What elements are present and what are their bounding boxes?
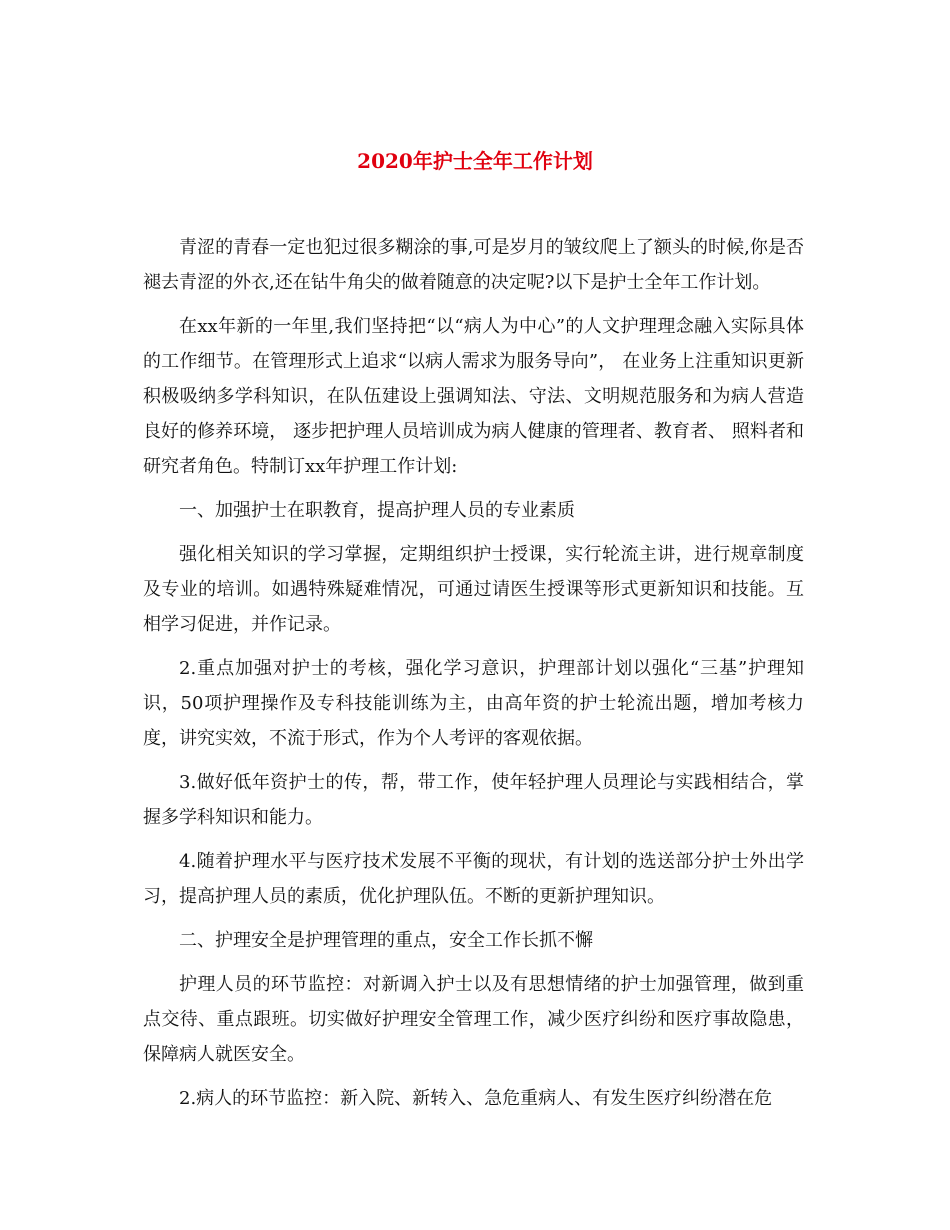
body-paragraph: 强化相关知识的学习掌握，定期组织护士授课，实行轮流主讲，进行规章制度及专业的培训。如遇特殊疑难情况，可通过请医生授课等形式更新知识和技能。互相学习促进，并作记录。: [143, 544, 804, 635]
body-paragraph: 2.重点加强对护士的考核，强化学习意识，护理部计划以强化“三基”护理知识，50项护理操作及专科技能训练为主，由高年资的护士轮流出题，增加考核力度，讲究实效，不流于形式，作为个人考评的客观依据。: [143, 658, 804, 749]
body-paragraph: 2.病人的环节监控：新入院、新转入、急危重病人、有发生医疗纠纷潜在危: [179, 1088, 773, 1109]
document-title: 2020年护士全年工作计划: [357, 149, 593, 173]
overview-paragraph: 在xx年新的一年里,我们坚持把“以“病人为中心”的人文护理理念融入实际具体的工作细节。在管理形式上追求“以病人需求为服务导向”， 在业务上注重知识更新积极吸纳多学科知识，在队伍建设上强调知法、守法、文明规范服务和为病人营造良好的修养环境， 逐步把护理人员培训成为病人健康的管理者、教育者、 照料者和研究者角色。特制订xx年护理工作计划:: [143, 316, 804, 477]
body-paragraph: 3.做好低年资护士的传，帮，带工作，使年轻护理人员理论与实践相结合，掌握多学科知识和能力。: [143, 772, 804, 828]
intro-paragraph: 青涩的青春一定也犯过很多糊涂的事,可是岁月的皱纹爬上了额头的时候,你是否褪去青涩的外衣,还在钻牛角尖的做着随意的决定呢?以下是护士全年工作计划。: [143, 237, 804, 293]
body-paragraph: 护理人员的环节监控：对新调入护士以及有思想情绪的护士加强管理，做到重点交待、重点跟班。切实做好护理安全管理工作，减少医疗纠纷和医疗事故隐患，保障病人就医安全。: [143, 974, 804, 1065]
section-heading-2: 二、护理安全是护理管理的重点，安全工作长抓不懈: [179, 930, 593, 951]
document-body: [143, 230, 804, 1125]
section-heading-1: 一、加强护士在职教育，提高护理人员的专业素质: [179, 500, 575, 521]
body-paragraph: 4.随着护理水平与医疗技术发展不平衡的现状，有计划的选送部分护士外出学习，提高护理人员的素质，优化护理队伍。不断的更新护理知识。: [143, 851, 804, 907]
